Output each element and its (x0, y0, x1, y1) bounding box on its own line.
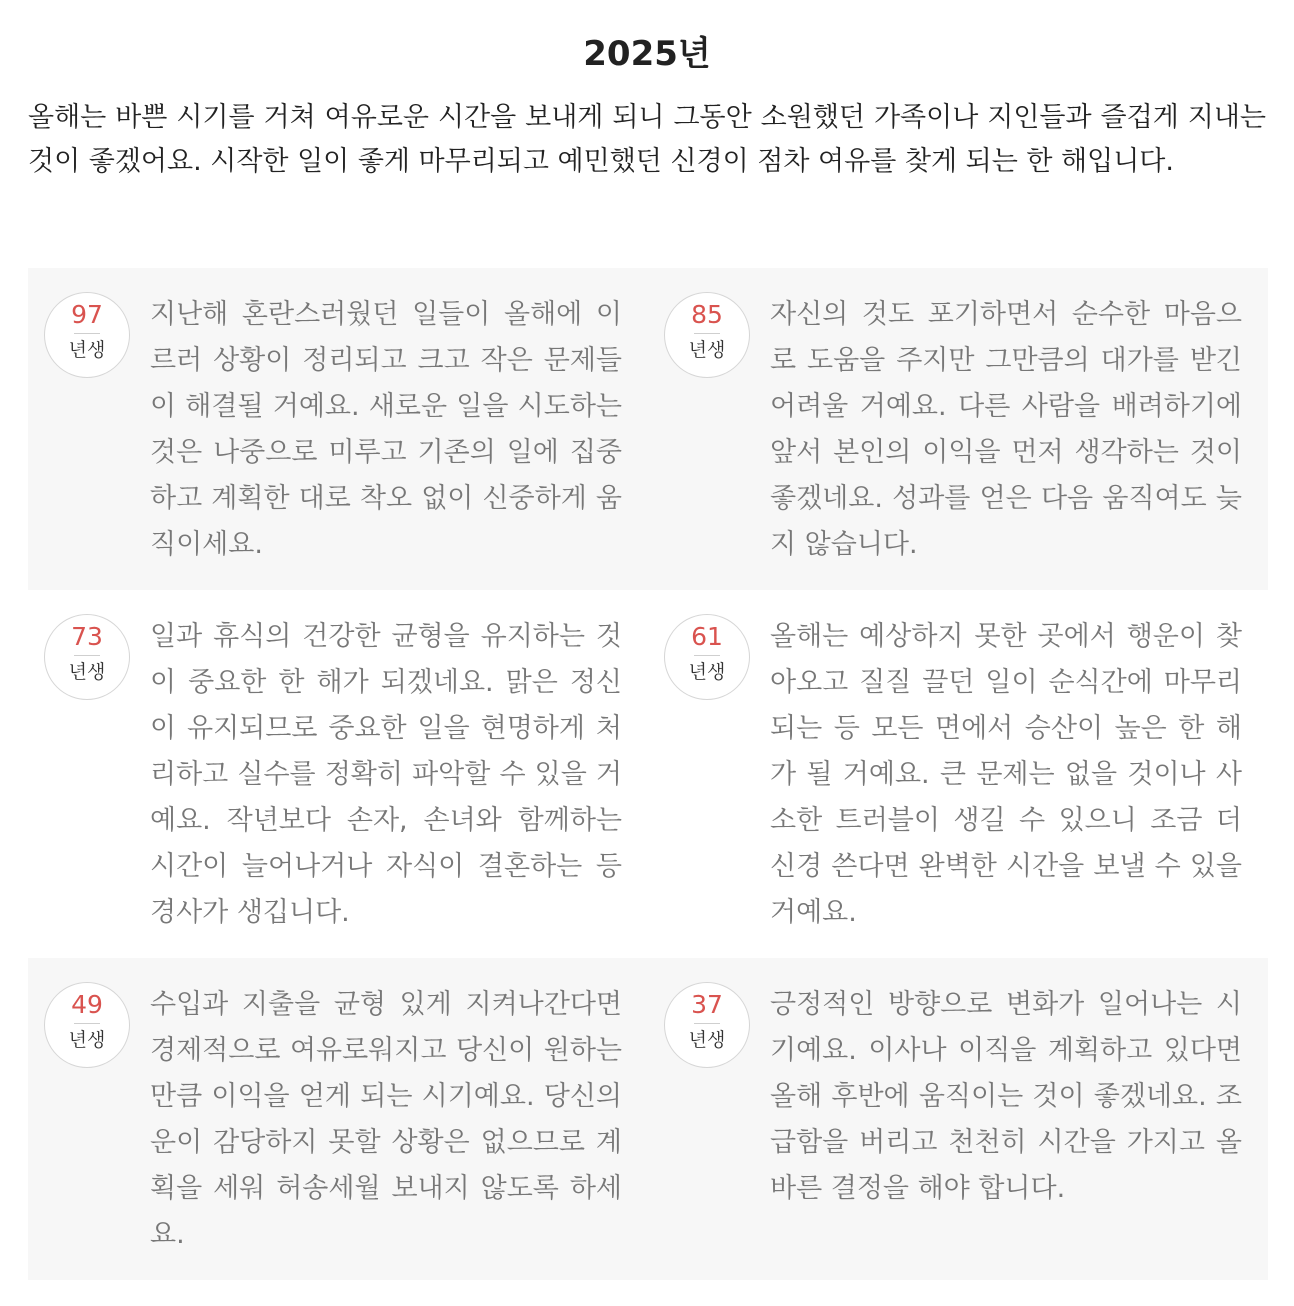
fortune-card (28, 268, 648, 590)
year-number: 97 (71, 300, 103, 329)
year-unit: 년생 (688, 661, 726, 683)
fortune-card (28, 958, 648, 1280)
year-unit: 년생 (68, 339, 106, 361)
year-unit: 년생 (688, 1029, 726, 1051)
year-number: 49 (71, 990, 103, 1019)
year-number: 73 (71, 622, 103, 651)
fortune-card (648, 958, 1268, 1280)
year-badge (44, 292, 130, 378)
fortune-text: 올해는 예상하지 못한 곳에서 행운이 찾아오고 질질 끌던 일이 순식간에 마무리되는 등 모든 면에서 승산이 높은 한 해가 될 거예요. 큰 문제는 없을 것이나 사소한 트러블이 생길 수 있으니 조금 더 신경 쓴다면 완벽한 시간을 보낼 수 있을 거예요. (770, 621, 1242, 928)
year-unit: 년생 (68, 1029, 106, 1051)
fortune-text: 일과 휴식의 건강한 균형을 유지하는 것이 중요한 한 해가 되겠네요. 맑은 정신이 유지되므로 중요한 일을 현명하게 처리하고 실수를 정확히 파악할 수 있을 거예요. 작년보다 손자, 손녀와 함께하는 시간이 늘어나거나 자식이 결혼하는 등 경사가 생깁니다. (150, 621, 622, 928)
year-badge (44, 614, 130, 700)
badge-divider (74, 333, 100, 334)
fortune-grid (28, 268, 1268, 1280)
badge-divider (74, 1023, 100, 1024)
badge-divider (694, 655, 720, 656)
intro-paragraph: 올해는 바쁜 시기를 거쳐 여유로운 시간을 보내게 되니 그동안 소원했던 가족이나 지인들과 즐겁게 지내는 것이 좋겠어요. 시작한 일이 좋게 마무리되고 예민했던 신경이 점차 여유를 찾게 되는 한 해입니다. (28, 102, 1266, 177)
year-badge (664, 614, 750, 700)
year-unit: 년생 (68, 661, 106, 683)
year-badge (664, 292, 750, 378)
year-number: 37 (691, 990, 723, 1019)
year-unit: 년생 (688, 339, 726, 361)
badge-divider (74, 655, 100, 656)
year-badge (664, 982, 750, 1068)
fortune-text: 수입과 지출을 균형 있게 지켜나간다면 경제적으로 여유로워지고 당신이 원하는 만큼 이익을 얻게 되는 시기예요. 당신의 운이 감당하지 못할 상황은 없으므로 계획을 세워 허송세월 보내지 않도록 하세요. (150, 989, 622, 1250)
year-badge (44, 982, 130, 1068)
fortune-card (648, 590, 1268, 958)
fortune-row (28, 958, 1268, 1280)
year-number: 85 (691, 300, 723, 329)
fortune-row (28, 268, 1268, 590)
badge-divider (694, 333, 720, 334)
badge-divider (694, 1023, 720, 1024)
page-title: 2025년 (583, 34, 711, 74)
fortune-card (28, 590, 648, 958)
fortune-text: 긍정적인 방향으로 변화가 일어나는 시기예요. 이사나 이직을 계획하고 있다면 올해 후반에 움직이는 것이 좋겠네요. 조급함을 버리고 천천히 시간을 가지고 올바른 결정을 해야 합니다. (770, 989, 1242, 1204)
fortune-text: 자신의 것도 포기하면서 순수한 마음으로 도움을 주지만 그만큼의 대가를 받긴 어려울 거예요. 다른 사람을 배려하기에 앞서 본인의 이익을 먼저 생각하는 것이 좋겠네요. 성과를 얻은 다음 움직여도 늦지 않습니다. (770, 299, 1242, 560)
fortune-text: 지난해 혼란스러웠던 일들이 올해에 이르러 상황이 정리되고 크고 작은 문제들이 해결될 거예요. 새로운 일을 시도하는 것은 나중으로 미루고 기존의 일에 집중하고 계획한 대로 착오 없이 신중하게 움직이세요. (150, 299, 622, 560)
year-number: 61 (691, 622, 723, 651)
fortune-card (648, 268, 1268, 590)
fortune-row (28, 590, 1268, 958)
